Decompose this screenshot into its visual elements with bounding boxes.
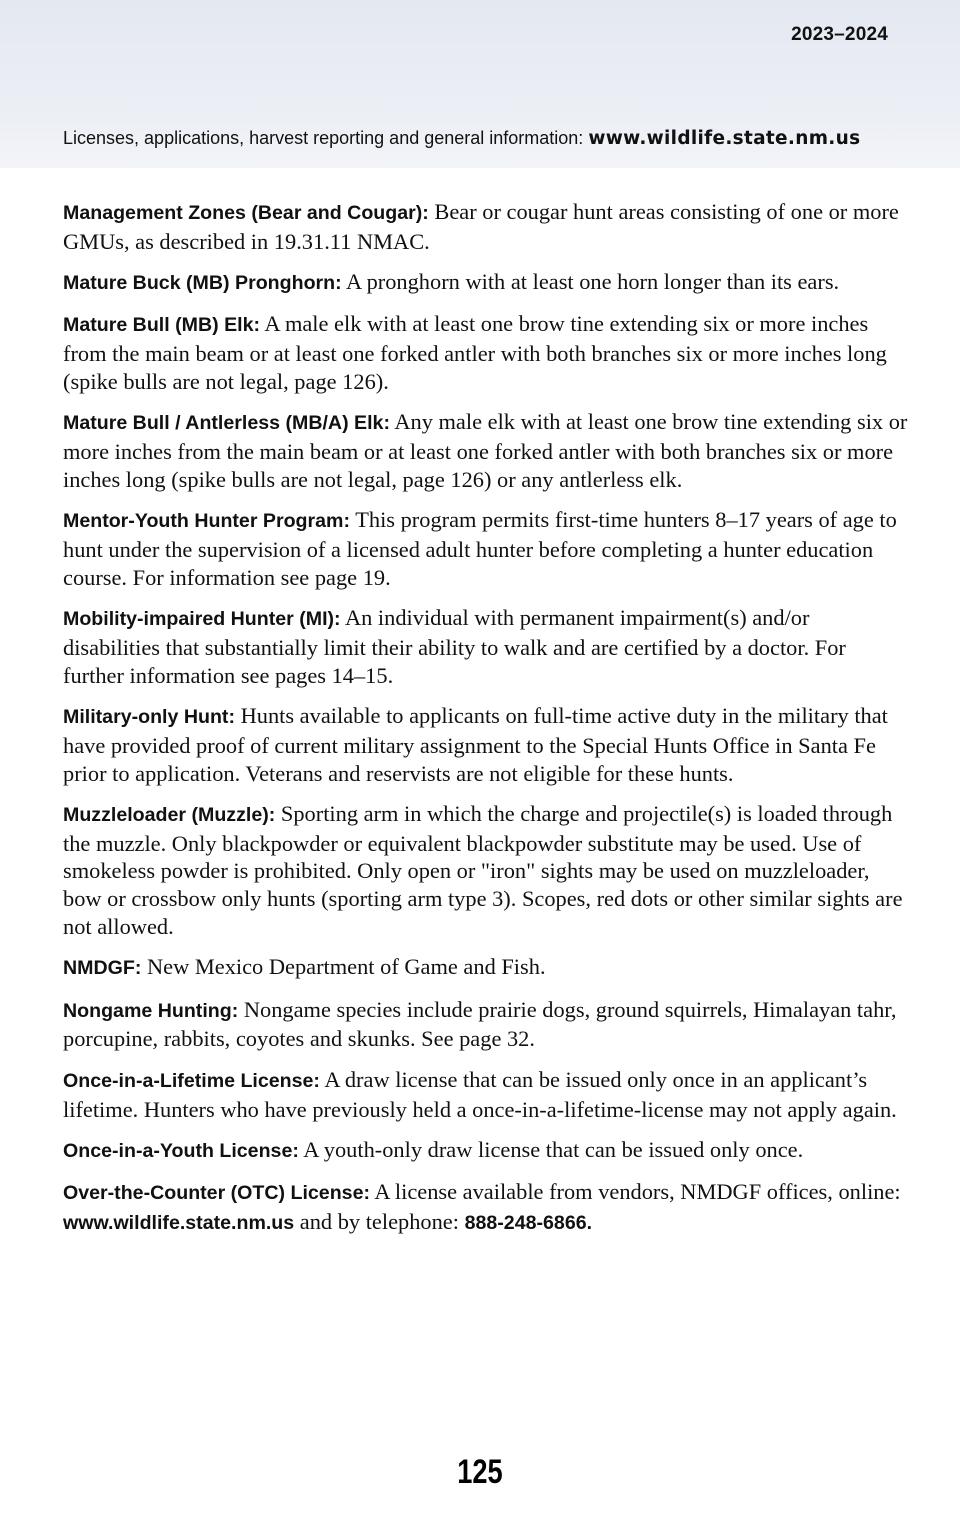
glossary-entry bbox=[63, 408, 908, 493]
entry-term: Nongame Hunting: bbox=[63, 999, 239, 1022]
glossary-entry bbox=[63, 1066, 908, 1124]
glossary-entry-otc bbox=[63, 1178, 908, 1238]
entry-term: Mobility-impaired Hunter (MI): bbox=[63, 608, 341, 631]
glossary-entry bbox=[63, 506, 908, 591]
entry-term: Mentor-Youth Hunter Program: bbox=[63, 510, 350, 533]
glossary-entry bbox=[63, 198, 908, 256]
glossary-entry bbox=[63, 1136, 908, 1166]
otc-url-link[interactable]: www.wildlife.state.nm.us bbox=[63, 1211, 295, 1234]
entry-text: Bear or cougar hunt areas consisting of one or more GMUs, as described in 19.31.11 NMAC. bbox=[63, 199, 899, 254]
entry-term: NMDGF: bbox=[63, 957, 142, 980]
entry-term: Mature Bull / Antlerless (MB/A) Elk: bbox=[63, 412, 390, 435]
glossary-entry bbox=[63, 800, 908, 941]
glossary-entry bbox=[63, 310, 908, 395]
entry-text: A draw license that can be issued only once in an applicant’s lifetime. Hunters who have previously held a once-in-a-lifetime-license may not apply again. bbox=[63, 1066, 897, 1122]
info-line bbox=[63, 128, 860, 149]
info-text: Licenses, applications, harvest reporting and general information: bbox=[63, 128, 584, 148]
glossary-entry bbox=[63, 604, 908, 689]
glossary-entry bbox=[63, 996, 908, 1054]
page-number: 125 bbox=[457, 1453, 503, 1491]
entry-text: Any male elk with at least one brow tine extending six or more inches from the main beam or at least one forked antler with both branches six or more inches long (spike bulls are not legal, page 126) or any antlerless elk. bbox=[63, 409, 908, 492]
entry-text: An individual with permanent impairment(s) and/or disabilities that substantially limit their ability to walk and are certified by a doctor. For further information see pages 14–15. bbox=[63, 605, 846, 688]
entry-term: Muzzleloader (Muzzle): bbox=[63, 803, 276, 826]
entry-term: Once-in-a-Youth License: bbox=[63, 1139, 299, 1162]
entry-term: Mature Buck (MB) Pronghorn: bbox=[63, 272, 342, 295]
entry-text: Sporting arm in which the charge and projectile(s) is loaded through the muzzle. Only blackpowder or equivalent blackpowder substitute may be used. Use of smokeless powder is prohibited. Only open or "iron" sights may be used on muzzleloader, bow or crossbow only hunts (sporting arm type 3). Scopes, red dots or other similar sights are not allowed. bbox=[63, 800, 903, 940]
glossary-list bbox=[63, 198, 908, 1250]
entry-term: Management Zones (Bear and Cougar): bbox=[63, 202, 429, 224]
entry-text: This program permits first-time hunters 8–17 years of age to hunt under the supervision of a licensed adult hunter before completing a hunter education course. For information see page 19. bbox=[63, 507, 897, 590]
entry-term: Once-in-a-Lifetime License: bbox=[63, 1069, 320, 1092]
entry-text: A pronghorn with at least one horn longer than its ears. bbox=[346, 269, 840, 295]
entry-text: A license available from vendors, NMDGF offices, online: bbox=[374, 1179, 901, 1205]
season-label: 2023–2024 bbox=[791, 24, 888, 45]
glossary-entry bbox=[63, 268, 908, 298]
entry-text: Hunts available to applicants on full-time active duty in the military that have provided proof of current military assignment to the Special Hunts Office in Santa Fe prior to application. Veterans and reservists are not eligible for these hunts. bbox=[63, 702, 888, 786]
glossary-entry bbox=[63, 953, 908, 983]
glossary-entry bbox=[63, 702, 908, 787]
entry-text: Nongame species include prairie dogs, ground squirrels, Himalayan tahr, porcupine, rabbits, coyotes and skunks. See page 32. bbox=[63, 996, 897, 1052]
entry-term: Over-the-Counter (OTC) License: bbox=[63, 1182, 370, 1205]
entry-term: Mature Bull (MB) Elk: bbox=[63, 314, 261, 337]
phone-number: 888-248-6866. bbox=[464, 1211, 593, 1234]
entry-term: Military-only Hunt: bbox=[63, 705, 235, 728]
entry-text: A male elk with at least one brow tine extending six or more inches from the main beam or at least one forked antler with both branches six or more inches long (spike bulls are not legal, page 126). bbox=[63, 311, 887, 394]
entry-text: A youth-only draw license that can be issued only once. bbox=[303, 1136, 804, 1162]
info-url-link[interactable]: www.wildlife.state.nm.us bbox=[588, 128, 861, 149]
entry-text: New Mexico Department of Game and Fish. bbox=[146, 954, 546, 980]
entry-text: and by telephone: bbox=[299, 1208, 459, 1234]
